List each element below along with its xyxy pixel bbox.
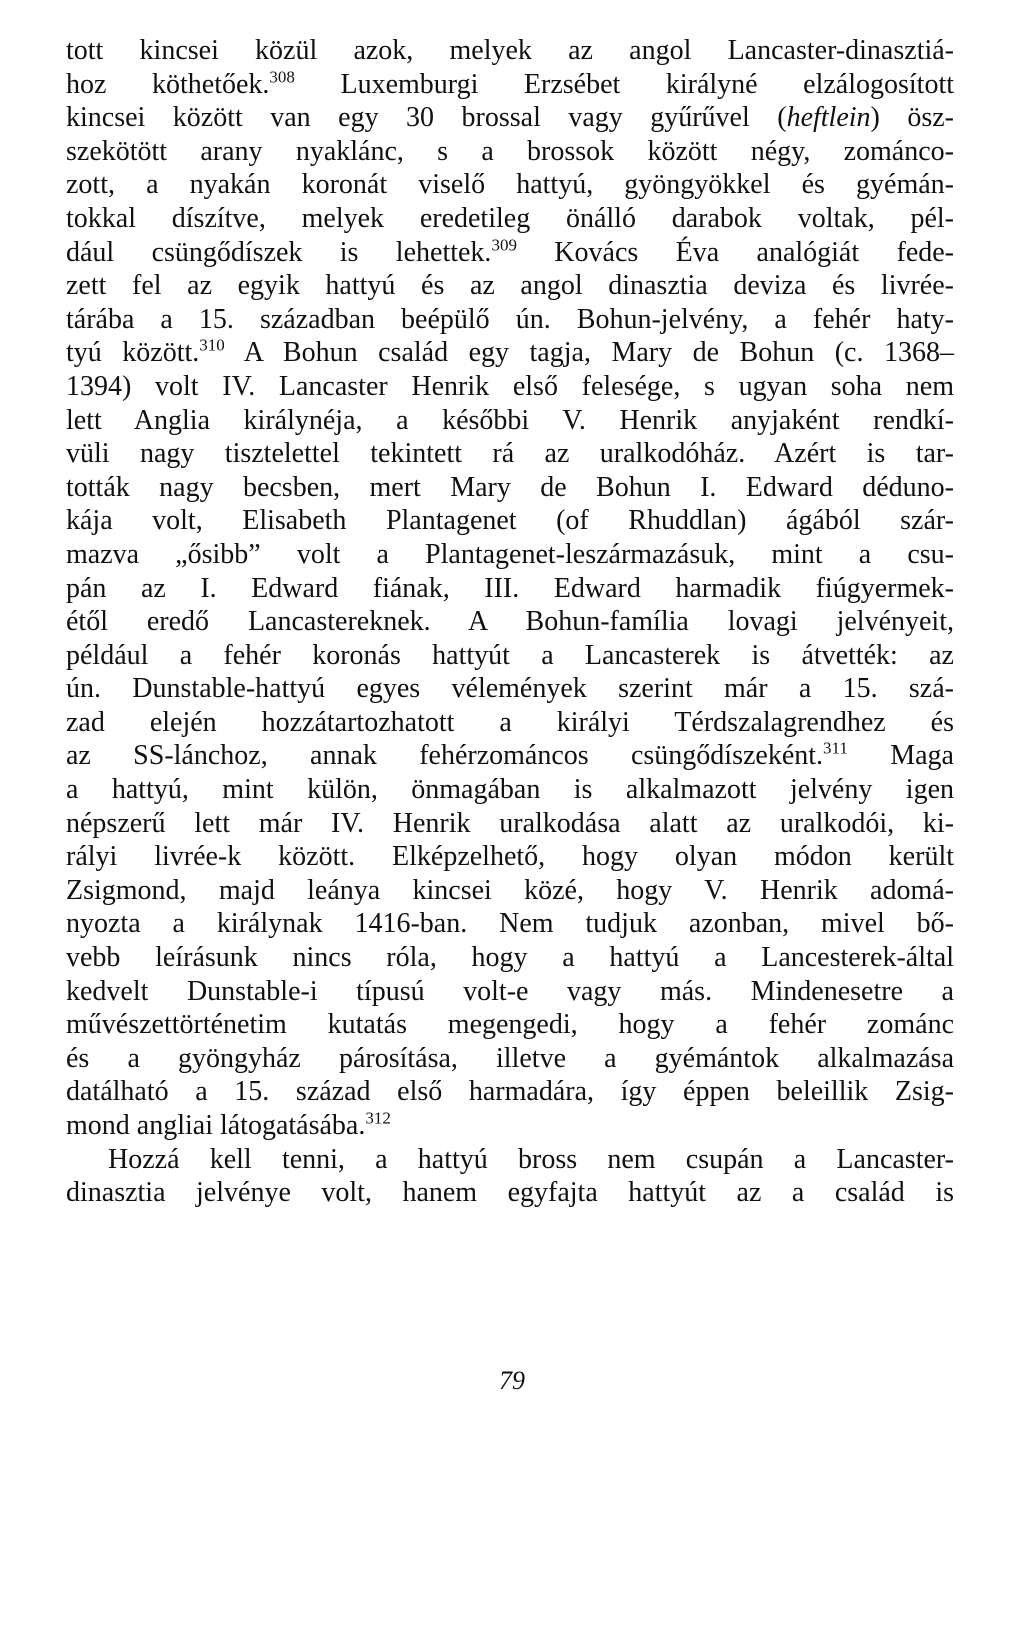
text-line: rályi livrée-k között. Elképzelhető, hogy olyan módon került bbox=[66, 841, 954, 873]
text-line: ún. Dunstable-hattyú egyes vélemények szerint már a 15. szá- bbox=[66, 673, 954, 705]
text-line: művészettörténetim kutatás megengedi, hogy a fehér zománc bbox=[66, 1009, 954, 1041]
paragraph-2 bbox=[66, 1143, 954, 1210]
footnote-ref-308: 308 bbox=[269, 67, 295, 87]
text-line: például a fehér koronás hattyút a Lancasterek is átvették: az bbox=[66, 639, 954, 671]
text-line: szekötött arany nyaklánc, s a brossok között négy, zománco- bbox=[66, 135, 954, 167]
footnote-ref-310: 310 bbox=[199, 336, 225, 356]
text-line: étől eredő Lancastereknek. A Bohun-família lovagi jelvényeit, bbox=[66, 606, 954, 638]
footnote-ref-311: 311 bbox=[823, 739, 848, 759]
text-line: kedvelt Dunstable-i típusú volt-e vagy más. Mindenesetre a bbox=[66, 975, 954, 1007]
text-line: tokkal díszítve, melyek eredetileg önálló darabok voltak, pél- bbox=[66, 202, 954, 234]
text-line: lett Anglia királynéja, a későbbi V. Henrik anyjaként rendkí- bbox=[66, 404, 954, 436]
text-line: Hozzá kell tenni, a hattyú bross nem csupán a Lancaster- bbox=[108, 1143, 954, 1175]
text-line: hoz köthetőek.$^{308}$ Luxemburgi Erzsébet királyné elzálogosított bbox=[66, 67, 955, 100]
text-line: népszerű lett már IV. Henrik uralkodása alatt az uralkodói, ki- bbox=[66, 807, 954, 839]
text-line: a hattyú, mint külön, önmagában is alkalmazott jelvény igen bbox=[66, 774, 954, 806]
footnote-ref-309: 309 bbox=[491, 235, 517, 255]
text-line: tyú között.$^{310}$ A Bohun család egy tagja, Mary de Bohun (c. 1368– bbox=[66, 336, 954, 369]
page-body bbox=[66, 34, 954, 1210]
text-line: vebb leírásunk nincs róla, hogy a hattyú a Lancesterek-által bbox=[66, 942, 954, 974]
text-line: dinasztia jelvénye volt, hanem egyfajta hattyút az a család is bbox=[66, 1177, 954, 1209]
footnote-ref-312: 312 bbox=[365, 1108, 391, 1128]
text-line: zett fel az egyik hattyú és az angol dinasztia deviza és livrée- bbox=[66, 270, 954, 302]
text-line: az SS-lánchoz, annak fehérzománcos csüngődíszeként.$^{311}$ Maga bbox=[66, 739, 954, 772]
text-line: és a gyöngyház párosítása, illetve a gyémántok alkalmazása bbox=[66, 1042, 954, 1074]
text-line: 1394) volt IV. Lancaster Henrik első felesége, s ugyan soha nem bbox=[66, 370, 954, 402]
text-line: kincsei között van egy 30 brossal vagy gyűrűvel (heftlein) ösz- bbox=[66, 102, 954, 134]
text-line: datálható a 15. század első harmadára, így éppen beleillik Zsig- bbox=[66, 1076, 954, 1108]
text-line: nyozta a királynak 1416-ban. Nem tudjuk azonban, mivel bő- bbox=[66, 908, 954, 940]
text-line: kája volt, Elisabeth Plantagenet (of Rhuddlan) ágából szár- bbox=[66, 505, 954, 537]
text-line: tották nagy becsben, mert Mary de Bohun I. Edward déduno- bbox=[66, 471, 954, 503]
text-line: Zsigmond, majd leánya kincsei közé, hogy V. Henrik adomá- bbox=[66, 874, 954, 906]
text-line: vüli nagy tisztelettel tekintett rá az uralkodóház. Azért is tar- bbox=[66, 438, 954, 470]
text-line: dául csüngődíszek is lehettek.$^{309}$ Kovács Éva analógiát fede- bbox=[66, 235, 954, 268]
text-line: tott kincsei közül azok, melyek az angol Lancaster-dinasztiá- bbox=[66, 35, 954, 66]
text-line: zad elején hozzátartozhatott a királyi Térdszalagrendhez és bbox=[66, 706, 954, 738]
text-line: tárába a 15. században beépülő ún. Bohun-jelvény, a fehér haty- bbox=[66, 303, 954, 335]
text-line: zott, a nyakán koronát viselő hattyú, gyöngyökkel és gyémán- bbox=[66, 169, 954, 201]
text-line: mond angliai látogatásába.$^{312}$ bbox=[66, 1108, 391, 1141]
page-number: 79 bbox=[499, 1366, 525, 1395]
text-line: mazva „ősibb” volt a Plantagenet-leszármazásuk, mint a csu- bbox=[66, 538, 954, 570]
paragraph-1 bbox=[66, 34, 954, 1143]
text-line: pán az I. Edward fiának, III. Edward harmadik fiúgyermek- bbox=[66, 572, 954, 604]
italic-term: heftlein bbox=[786, 102, 871, 134]
